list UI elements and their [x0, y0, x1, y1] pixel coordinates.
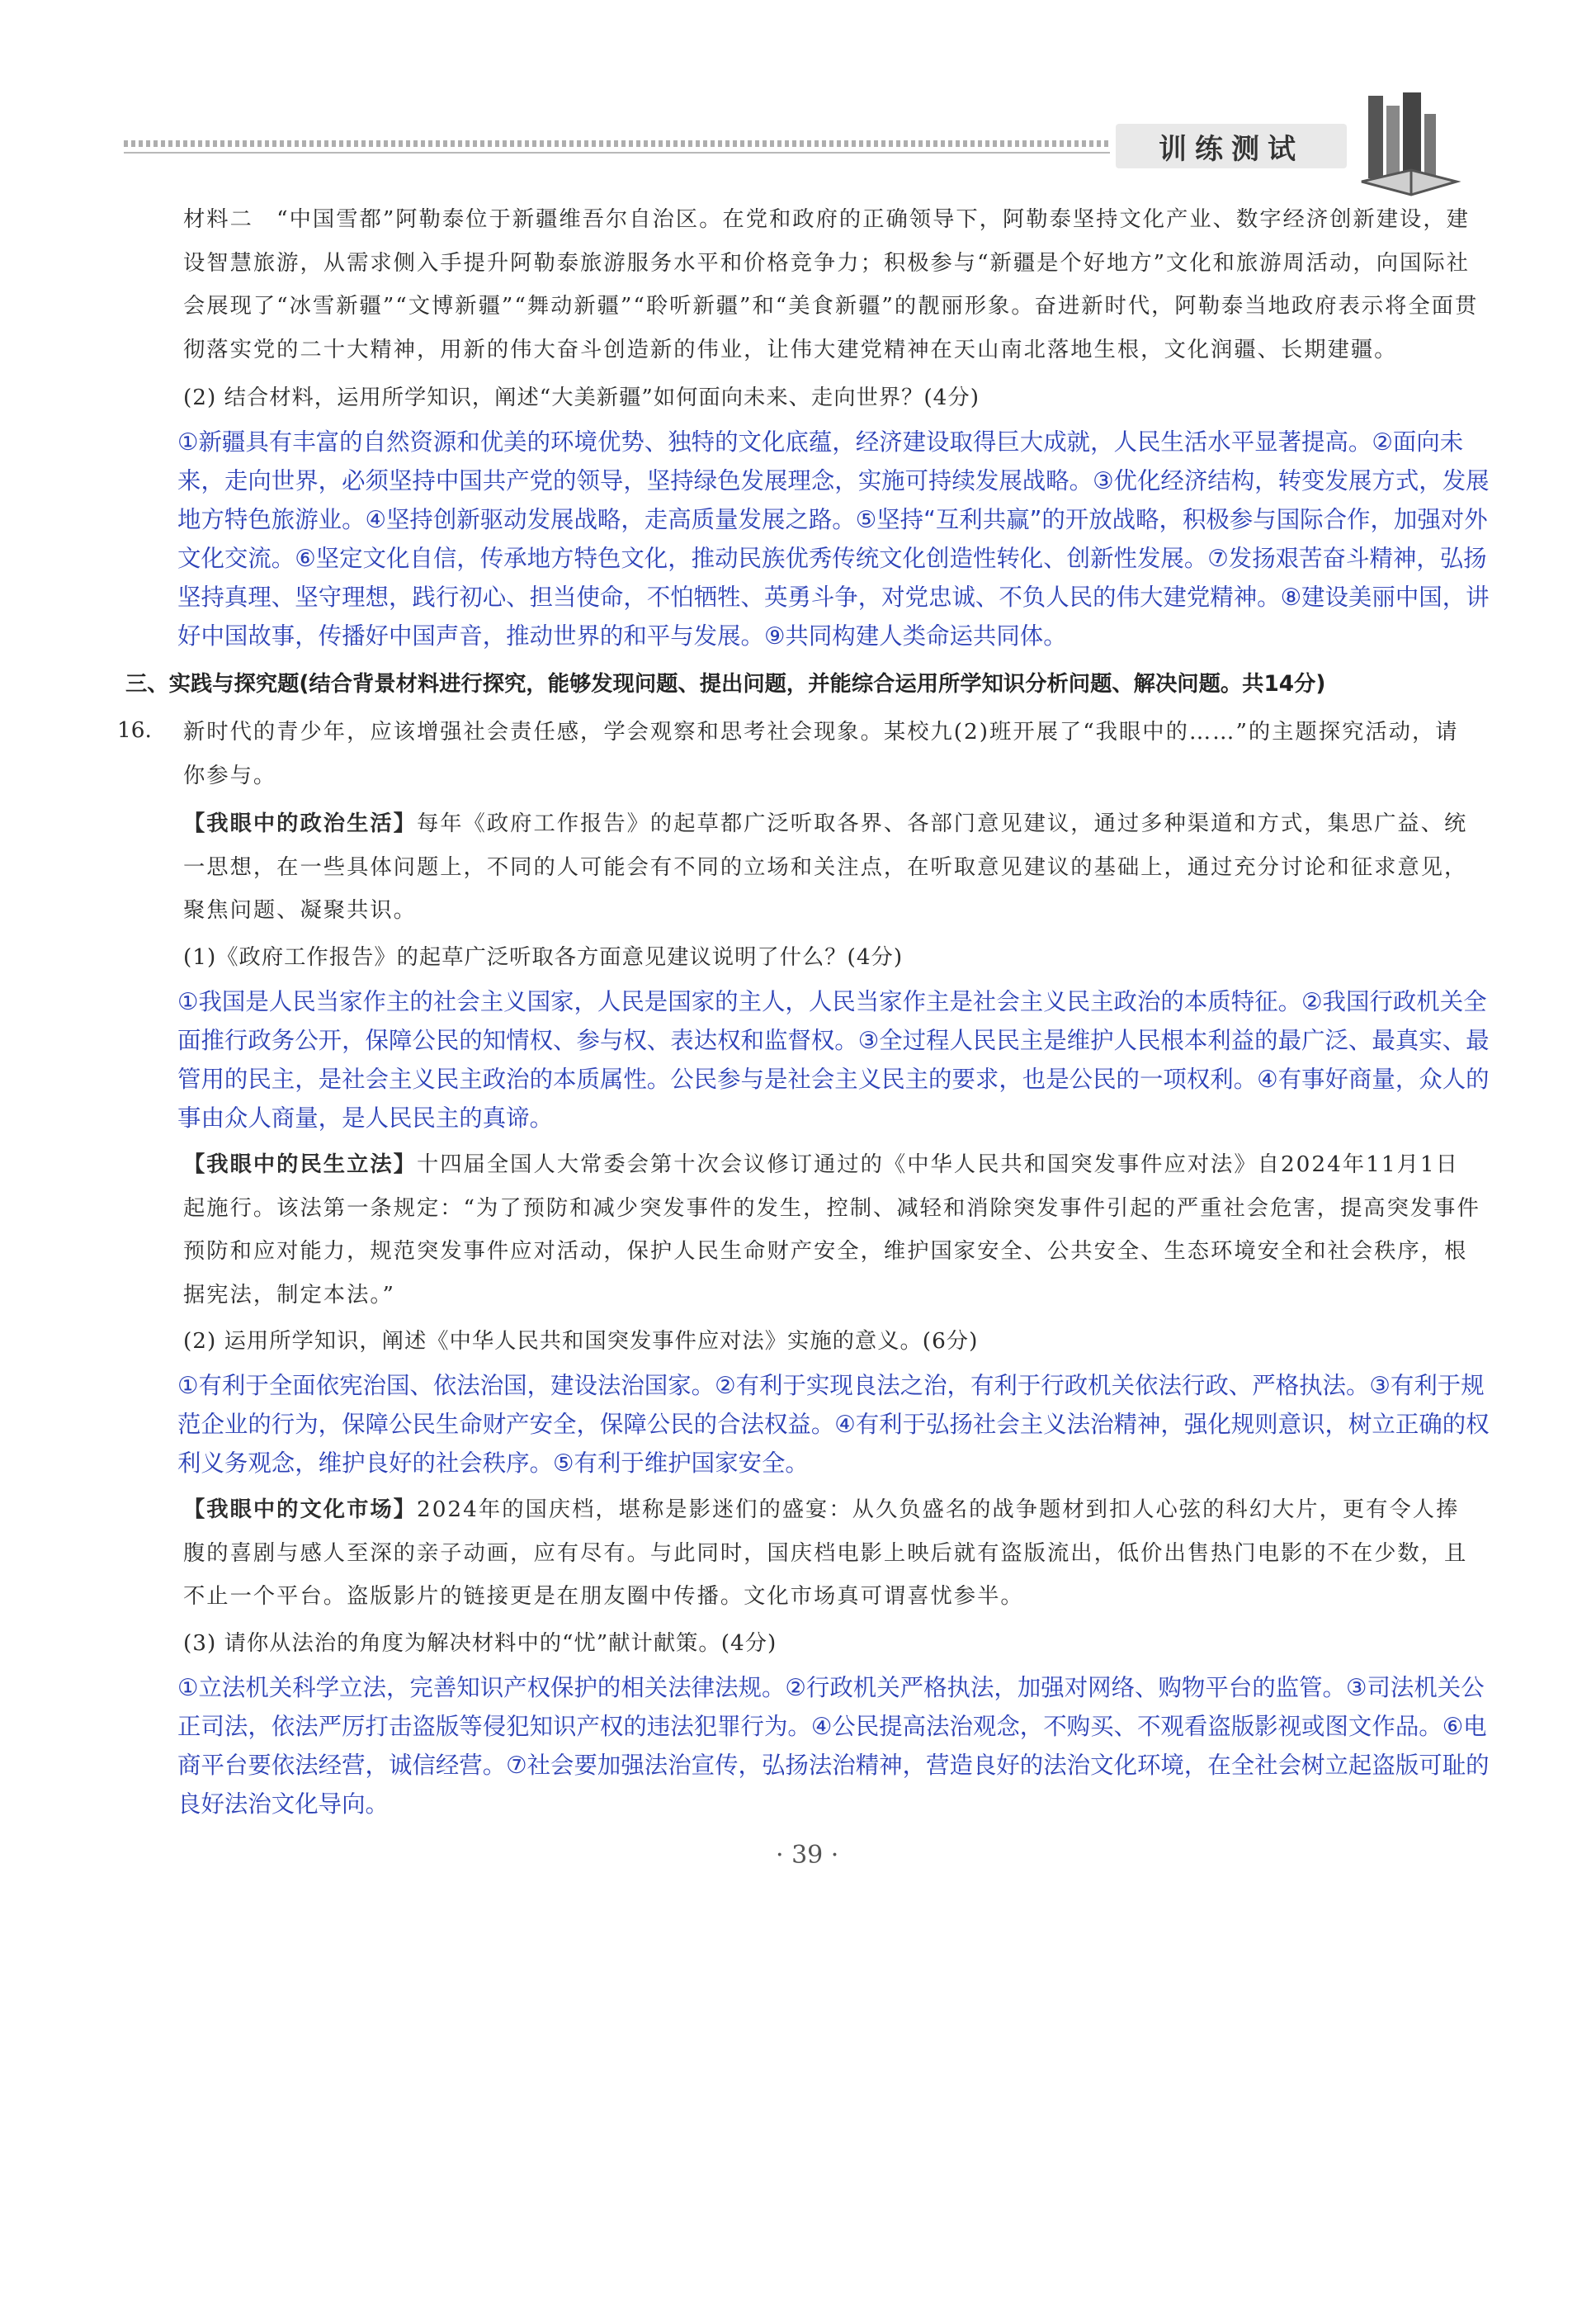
material-two: 材料二 “中国雪都”阿勒泰位于新疆维吾尔自治区。在党和政府的正确领导下，阿勒泰坚持文化产业、数字经济创新建设，建设智慧旅游，从需求侧入手提升阿勒泰旅游服务水平和价格竞争力；积极参与“新疆是个好地方”文化和旅游周活动，向国际社会展现了“冰雪新疆”“文博新疆”“舞动新疆”“聆听新疆”和“美食新疆”的靓丽形象。奋进新时代，阿勒泰当地政府表示将全面贯彻落实党的二十大精神，用新的伟大奋斗创造新的伟业，让伟大建党精神在天山南北落地生根，文化润疆、长期建疆。 [183, 207, 1479, 362]
header-label: 训练测试 [1116, 124, 1347, 168]
question-number: 16. [117, 718, 152, 743]
legislation-text: 十四届全国人大常委会第十次会议修订通过的《中华人民共和国突发事件应对法》自2024年11月1日起施行。该法第一条规定：“为了预防和减少突发事件的发生，控制、减轻和消除突发事件引起的严重社会危害，提高突发事件预防和应对能力，规范突发事件应对活动，保护人民生命财产安全，维护国家安全、公共安全、生态环境安全和社会秩序，根据宪法，制定本法。” [183, 1152, 1480, 1308]
politics-material [183, 802, 1480, 933]
culture-material [183, 1488, 1480, 1619]
answer-16-3: ①立法机关科学立法，完善知识产权保护的相关法律法规。②行政机关严格执法，加强对网络、购物平台的监管。③司法机关公正司法，依法严厉打击盗版等侵犯知识产权的违法犯罪行为。④公民提高法治观念，不购买、不观看盗版影视或图文作品。⑥电商平台要依法经营，诚信经营。⑦社会要加强法治宣传，弘扬法治精神，营造良好的法治文化环境，在全社会树立起盗版可耻的良好法治文化导向。 [177, 1674, 1490, 1818]
answer-16-2: ①有利于全面依宪治国、依法治国，建设法治国家。②有利于实现良法之治，有利于行政机关依法行政、严格执法。③有利于规范企业的行为，保障公民生命财产安全，保障公民的合法权益。④有利于弘扬社会主义法治精神，强化规则意识，树立正确的权利义务观念，维护良好的社会秩序。⑤有利于维护国家安全。 [177, 1372, 1490, 1477]
answer-2: ①新疆具有丰富的自然资源和优美的环境优势、独特的文化底蕴，经济建设取得巨大成就，人民生活水平显著提高。②面向未来，走向世界，必须坚持中国共产党的领导，坚持绿色发展理念，实施可持续发展战略。③优化经济结构，转变发展方式，发展地方特色旅游业。④坚持创新驱动发展战略，走高质量发展之路。⑤坚持“互利共赢”的开放战略，积极参与国际合作，加强对外文化交流。⑥坚定文化自信，传承地方特色文化，推动民族优秀传统文化创造性转化、创新性发展。⑦发扬艰苦奋斗精神，弘扬坚持真理、坚守理想，践行初心、担当使命，不怕牺牲、英勇斗争，对党忠诚、不负人民的伟大建党精神。⑧建设美丽中国，讲好中国故事，传播好中国声音，推动世界的和平与发展。⑨共同构建人类命运共同体。 [177, 428, 1490, 650]
politics-tag: 【我眼中的政治生活】 [183, 811, 417, 836]
header-rule [124, 152, 1110, 154]
question-16-2: (2) 运用所学知识，阐述《中华人民共和国突发事件应对法》实施的意义。(6分) [183, 1329, 979, 1354]
question-16-3: (3) 请你从法治的角度为解决材料中的“忧”献计献策。(4分) [183, 1631, 777, 1656]
answer-16-1: ①我国是人民当家作主的社会主义国家，人民是国家的主人，人民当家作主是社会主义民主政治的本质特征。②我国行政机关全面推行政务公开，保障公民的知情权、参与权、表达权和监督权。③全过程人民民主是维护人民根本利益的最广泛、最真实、最管用的民主，是社会主义民主政治的本质属性。公民参与是社会主义民主的要求，也是公民的一项权利。④有事好商量，众人的事由众人商量，是人民民主的真谛。 [177, 988, 1490, 1132]
legislation-tag: 【我眼中的民生立法】 [183, 1152, 417, 1177]
question-16-1: (1)《政府工作报告》的起草广泛听取各方面意见建议说明了什么？(4分) [183, 945, 904, 970]
page-number: · 39 · [776, 1841, 839, 1870]
question-16-intro: 新时代的青少年，应该增强社会责任感，学会观察和思考社会现象。某校九(2)班开展了“我眼中的……”的主题探究活动，请你参与。 [183, 720, 1459, 788]
politics-text: 每年《政府工作报告》的起草都广泛听取各界、各部门意见建议，通过多种渠道和方式，集思广益、统一思想，在一些具体问题上，不同的人可能会有不同的立场和关注点，在听取意见建议的基础上，通过充分讨论和征求意见，聚焦问题、凝聚共识。 [183, 811, 1468, 924]
section-heading: 三、实践与探究题(结合背景材料进行探究，能够发现问题、提出问题，并能综合运用所学知识分析问题、解决问题。共14分) [125, 672, 1326, 697]
culture-tag: 【我眼中的文化市场】 [183, 1497, 417, 1522]
legislation-material [183, 1143, 1480, 1317]
culture-text: 2024年的国庆档，堪称是影迷们的盛宴：从久负盛名的战争题材到扣人心弦的科幻大片，更有令人捧腹的喜剧与感人至深的亲子动画，应有尽有。与此同时，国庆档电影上映后就有盗版流出，低价出售热门电影的不在少数，且不止一个平台。盗版影片的链接更是在朋友圈中传播。文化市场真可谓喜忧参半。 [183, 1497, 1468, 1610]
books-icon [1353, 89, 1461, 205]
question-2: (2) 结合材料，运用所学知识，阐述“大美新疆”如何面向未来、走向世界？(4分) [183, 385, 980, 410]
header-dotted-rule [124, 140, 1110, 147]
